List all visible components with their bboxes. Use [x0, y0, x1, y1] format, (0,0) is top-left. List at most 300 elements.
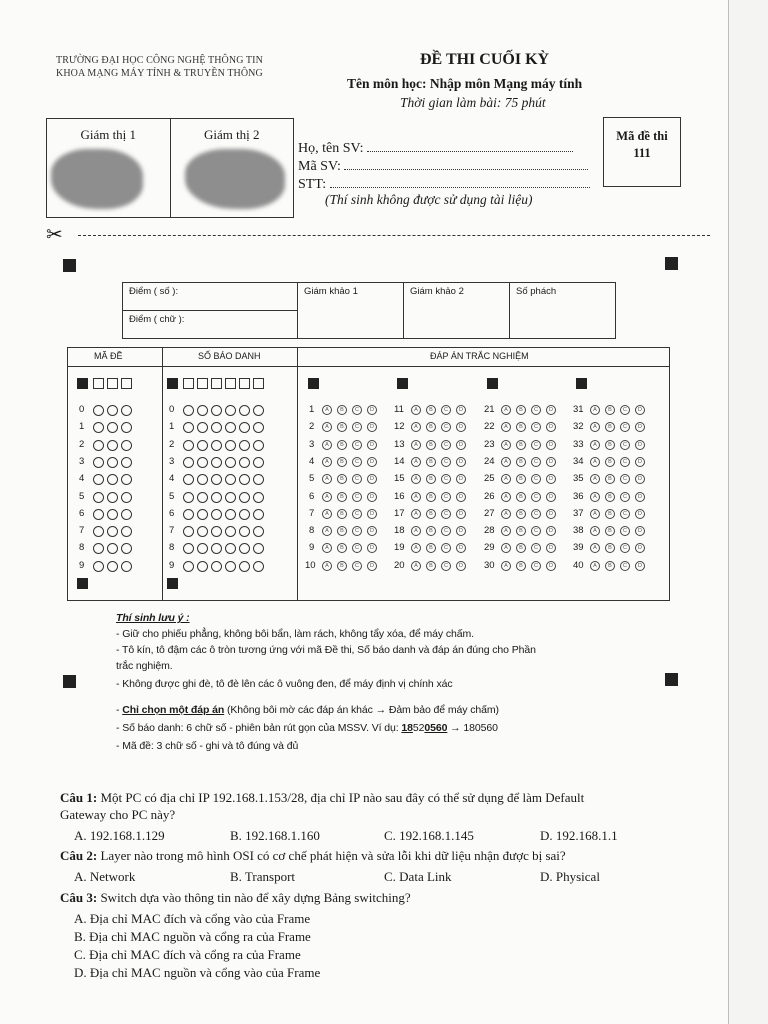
col-header-id: SỐ BÁO DANH — [198, 351, 261, 361]
answer-bubble-q24-D[interactable]: D — [546, 457, 556, 467]
code-bubble-8[interactable] — [93, 543, 104, 554]
answer-bubble-q15-A[interactable]: A — [411, 474, 421, 484]
answer-bubble-q31-B[interactable]: B — [605, 405, 615, 415]
question-1: Câu 1: Một PC có địa chỉ IP 192.168.1.153/28, địa chỉ IP nào sau đây có thể sử dụng để làm Default — [60, 790, 585, 805]
q1-option-d[interactable]: D. 192.168.1.1 — [540, 828, 618, 843]
cut-line — [78, 235, 710, 236]
answer-bubble-q16-D[interactable]: D — [456, 492, 466, 502]
code-bubble-1[interactable] — [107, 422, 118, 433]
id-bubble-0[interactable] — [211, 405, 222, 416]
q2-option-b[interactable]: B. Transport — [230, 869, 296, 884]
code-bubble-9[interactable] — [121, 561, 132, 572]
id-bubble-2[interactable] — [239, 440, 250, 451]
question-number: 28 — [484, 525, 495, 537]
answer-bubble-q40-C[interactable]: C — [620, 561, 630, 571]
answer-bubble-q31-A[interactable]: A — [590, 405, 600, 415]
answer-bubble-q37-C[interactable]: C — [620, 509, 630, 519]
answer-bubble-q40-A[interactable]: A — [590, 561, 600, 571]
answer-bubble-q33-A[interactable]: A — [590, 440, 600, 450]
id-digit-box[interactable] — [183, 378, 194, 389]
id-digit-box[interactable] — [211, 378, 222, 389]
answer-bubble-q22-D[interactable]: D — [546, 422, 556, 432]
answer-bubble-q9-D[interactable]: D — [367, 543, 377, 553]
id-bubble-4[interactable] — [253, 474, 264, 485]
q3-option-a[interactable]: A. Địa chỉ MAC đích và cổng vào của Frame — [74, 911, 311, 926]
code-bubble-0[interactable] — [107, 405, 118, 416]
answer-bubble-q2-C[interactable]: C — [352, 422, 362, 432]
answer-bubble-q39-A[interactable]: A — [590, 543, 600, 553]
answer-bubble-q11-B[interactable]: B — [426, 405, 436, 415]
id-bubble-4[interactable] — [239, 474, 250, 485]
question-number: 23 — [484, 438, 495, 450]
id-bubble-0[interactable] — [225, 405, 236, 416]
code-bubble-4[interactable] — [121, 474, 132, 485]
answer-bubble-q8-A[interactable]: A — [322, 526, 332, 536]
answer-bubble-q19-D[interactable]: D — [456, 543, 466, 553]
id-bubble-9[interactable] — [225, 561, 236, 572]
answer-bubble-q27-D[interactable]: D — [546, 509, 556, 519]
question-number: 15 — [394, 473, 405, 485]
student-id-field[interactable] — [298, 157, 588, 175]
answer-bubble-q28-A[interactable]: A — [501, 526, 511, 536]
id-bubble-4[interactable] — [197, 474, 208, 485]
id-bubble-6[interactable] — [183, 509, 194, 520]
answer-bubble-q18-D[interactable]: D — [456, 526, 466, 536]
answer-bubble-q1-B[interactable]: B — [337, 405, 347, 415]
answer-bubble-q30-B[interactable]: B — [516, 561, 526, 571]
id-bubble-6[interactable] — [239, 509, 250, 520]
id-digit-box[interactable] — [253, 378, 264, 389]
answer-bubble-q23-B[interactable]: B — [516, 440, 526, 450]
answer-bubble-q18-C[interactable]: C — [441, 526, 451, 536]
student-stt-field[interactable] — [298, 175, 590, 193]
question-number: 29 — [484, 542, 495, 554]
answer-bubble-q37-D[interactable]: D — [635, 509, 645, 519]
answer-bubble-q5-B[interactable]: B — [337, 474, 347, 484]
code-bubble-6[interactable] — [107, 509, 118, 520]
answer-bubble-q29-C[interactable]: C — [531, 543, 541, 553]
question-number: 36 — [573, 490, 584, 502]
answer-bubble-q6-D[interactable]: D — [367, 492, 377, 502]
id-bubble-5[interactable] — [211, 492, 222, 503]
id-bubble-5[interactable] — [197, 492, 208, 503]
id-bubble-8[interactable] — [183, 543, 194, 554]
code-bubble-7[interactable] — [93, 526, 104, 537]
answer-bubble-q5-C[interactable]: C — [352, 474, 362, 484]
code-bubble-5[interactable] — [93, 492, 104, 503]
code-bubble-2[interactable] — [107, 440, 118, 451]
q1-option-b[interactable]: B. 192.168.1.160 — [230, 828, 320, 843]
code-bubble-1[interactable] — [93, 422, 104, 433]
answer-bubble-q1-C[interactable]: C — [352, 405, 362, 415]
answer-bubble-q15-B[interactable]: B — [426, 474, 436, 484]
answer-bubble-q33-B[interactable]: B — [605, 440, 615, 450]
id-bubble-2[interactable] — [183, 440, 194, 451]
id-bubble-9[interactable] — [183, 561, 194, 572]
answer-bubble-q19-A[interactable]: A — [411, 543, 421, 553]
answer-bubble-q39-C[interactable]: C — [620, 543, 630, 553]
answer-bubble-q26-A[interactable]: A — [501, 492, 511, 502]
answer-bubble-q7-C[interactable]: C — [352, 509, 362, 519]
answer-bubble-q31-C[interactable]: C — [620, 405, 630, 415]
answer-bubble-q40-D[interactable]: D — [635, 561, 645, 571]
id-bubble-0[interactable] — [239, 405, 250, 416]
code-digit-label: 3 — [79, 455, 85, 467]
student-name-field[interactable] — [298, 139, 573, 157]
answer-bubble-q12-B[interactable]: B — [426, 422, 436, 432]
answer-bubble-q12-D[interactable]: D — [456, 422, 466, 432]
id-bubble-5[interactable] — [239, 492, 250, 503]
answer-bubble-q36-C[interactable]: C — [620, 492, 630, 502]
score-number-cell[interactable]: Điểm ( số ): — [123, 283, 298, 311]
id-bubble-3[interactable] — [239, 457, 250, 468]
answer-bubble-q20-A[interactable]: A — [411, 561, 421, 571]
answer-bubble-q21-A[interactable]: A — [501, 405, 511, 415]
answer-bubble-q26-D[interactable]: D — [546, 492, 556, 502]
answer-bubble-q11-A[interactable]: A — [411, 405, 421, 415]
answer-bubble-q6-A[interactable]: A — [322, 492, 332, 502]
answer-bubble-q19-B[interactable]: B — [426, 543, 436, 553]
answer-bubble-q9-A[interactable]: A — [322, 543, 332, 553]
answer-bubble-q18-B[interactable]: B — [426, 526, 436, 536]
id-bubble-7[interactable] — [253, 526, 264, 537]
code-bubble-3[interactable] — [121, 457, 132, 468]
answer-bubble-q3-D[interactable]: D — [367, 440, 377, 450]
answer-bubble-q2-D[interactable]: D — [367, 422, 377, 432]
answer-bubble-q34-A[interactable]: A — [590, 457, 600, 467]
code-bubble-1[interactable] — [121, 422, 132, 433]
id-bubble-4[interactable] — [183, 474, 194, 485]
id-bubble-7[interactable] — [225, 526, 236, 537]
answer-bubble-q3-A[interactable]: A — [322, 440, 332, 450]
code-bubble-4[interactable] — [107, 474, 118, 485]
question-number: 20 — [394, 559, 405, 571]
question-number: 12 — [394, 421, 405, 433]
student-stt-label: STT: — [298, 177, 327, 192]
answer-bubble-q17-C[interactable]: C — [441, 509, 451, 519]
code-digit-label: 5 — [79, 490, 85, 502]
answer-bubble-q33-C[interactable]: C — [620, 440, 630, 450]
answer-bubble-q18-A[interactable]: A — [411, 526, 421, 536]
id-bubble-1[interactable] — [183, 422, 194, 433]
answer-bubble-q32-D[interactable]: D — [635, 422, 645, 432]
answer-bubble-q36-B[interactable]: B — [605, 492, 615, 502]
id-bubble-3[interactable] — [183, 457, 194, 468]
answer-bubble-q31-D[interactable]: D — [635, 405, 645, 415]
answer-bubble-q13-D[interactable]: D — [456, 440, 466, 450]
answer-bubble-q10-B[interactable]: B — [337, 561, 347, 571]
id-bubble-0[interactable] — [197, 405, 208, 416]
answer-bubble-q35-B[interactable]: B — [605, 474, 615, 484]
id-bubble-3[interactable] — [197, 457, 208, 468]
q3-option-b[interactable]: B. Địa chỉ MAC nguồn và cổng ra của Frame — [74, 929, 311, 944]
id-bubble-6[interactable] — [211, 509, 222, 520]
id-bubble-9[interactable] — [253, 561, 264, 572]
question-number: 14 — [394, 455, 405, 467]
answer-bubble-q22-B[interactable]: B — [516, 422, 526, 432]
answer-bubble-q23-C[interactable]: C — [531, 440, 541, 450]
answer-bubble-q29-D[interactable]: D — [546, 543, 556, 553]
code-bubble-8[interactable] — [107, 543, 118, 554]
id-bubble-3[interactable] — [253, 457, 264, 468]
code-bubble-0[interactable] — [121, 405, 132, 416]
answer-bubble-q30-A[interactable]: A — [501, 561, 511, 571]
answer-bubble-q35-A[interactable]: A — [590, 474, 600, 484]
answer-bubble-q7-A[interactable]: A — [322, 509, 332, 519]
id-bubble-7[interactable] — [239, 526, 250, 537]
answer-bubble-q13-C[interactable]: C — [441, 440, 451, 450]
id-bubble-4[interactable] — [211, 474, 222, 485]
id-digit-label: 6 — [169, 507, 175, 519]
alignment-marker — [63, 259, 76, 272]
id-bubble-6[interactable] — [225, 509, 236, 520]
score-text-cell[interactable]: Điểm ( chữ ): — [123, 311, 298, 339]
answer-bubble-q14-B[interactable]: B — [426, 457, 436, 467]
id-bubble-4[interactable] — [225, 474, 236, 485]
q2-option-d[interactable]: D. Physical — [540, 869, 600, 884]
answer-bubble-q32-A[interactable]: A — [590, 422, 600, 432]
answer-bubble-q20-C[interactable]: C — [441, 561, 451, 571]
answer-bubble-q5-A[interactable]: A — [322, 474, 332, 484]
answer-bubble-q26-C[interactable]: C — [531, 492, 541, 502]
answer-bubble-q5-D[interactable]: D — [367, 474, 377, 484]
answer-bubble-q25-B[interactable]: B — [516, 474, 526, 484]
q2-option-a[interactable]: A. Network — [74, 869, 136, 884]
answer-bubble-q2-A[interactable]: A — [322, 422, 332, 432]
code-bubble-7[interactable] — [107, 526, 118, 537]
answer-bubble-q21-B[interactable]: B — [516, 405, 526, 415]
answer-bubble-q10-A[interactable]: A — [322, 561, 332, 571]
answer-bubble-q21-C[interactable]: C — [531, 405, 541, 415]
answer-bubble-q30-D[interactable]: D — [546, 561, 556, 571]
id-bubble-7[interactable] — [183, 526, 194, 537]
id-bubble-8[interactable] — [239, 543, 250, 554]
question-number: 9 — [309, 542, 315, 554]
answer-bubble-q17-D[interactable]: D — [456, 509, 466, 519]
answer-bubble-q25-D[interactable]: D — [546, 474, 556, 484]
code-digit-box[interactable] — [93, 378, 104, 389]
answer-bubble-q28-B[interactable]: B — [516, 526, 526, 536]
answer-bubble-q10-C[interactable]: C — [352, 561, 362, 571]
answer-bubble-q39-D[interactable]: D — [635, 543, 645, 553]
answer-bubble-q20-B[interactable]: B — [426, 561, 436, 571]
answer-bubble-q23-D[interactable]: D — [546, 440, 556, 450]
answer-bubble-q4-D[interactable]: D — [367, 457, 377, 467]
answer-bubble-q28-C[interactable]: C — [531, 526, 541, 536]
id-bubble-5[interactable] — [183, 492, 194, 503]
answer-bubble-q14-C[interactable]: C — [441, 457, 451, 467]
answer-bubble-q14-A[interactable]: A — [411, 457, 421, 467]
answer-bubble-q14-D[interactable]: D — [456, 457, 466, 467]
answer-bubble-q16-B[interactable]: B — [426, 492, 436, 502]
answer-bubble-q38-A[interactable]: A — [590, 526, 600, 536]
code-bubble-6[interactable] — [121, 509, 132, 520]
answer-bubble-q22-A[interactable]: A — [501, 422, 511, 432]
answer-bubble-q13-A[interactable]: A — [411, 440, 421, 450]
id-bubble-0[interactable] — [253, 405, 264, 416]
answer-bubble-q33-D[interactable]: D — [635, 440, 645, 450]
answer-bubble-q12-C[interactable]: C — [441, 422, 451, 432]
id-bubble-1[interactable] — [197, 422, 208, 433]
code-digit-box[interactable] — [121, 378, 132, 389]
answer-bubble-q25-A[interactable]: A — [501, 474, 511, 484]
id-bubble-9[interactable] — [211, 561, 222, 572]
id-bubble-8[interactable] — [197, 543, 208, 554]
answer-bubble-q9-B[interactable]: B — [337, 543, 347, 553]
code-bubble-8[interactable] — [121, 543, 132, 554]
answer-bubble-q17-B[interactable]: B — [426, 509, 436, 519]
answer-bubble-q38-C[interactable]: C — [620, 526, 630, 536]
answer-bubble-q36-D[interactable]: D — [635, 492, 645, 502]
answer-bubble-q30-C[interactable]: C — [531, 561, 541, 571]
answer-bubble-q2-B[interactable]: B — [337, 422, 347, 432]
q3-option-c[interactable]: C. Địa chỉ MAC đích và cổng ra của Frame — [74, 947, 301, 962]
answer-bubble-q12-A[interactable]: A — [411, 422, 421, 432]
id-bubble-7[interactable] — [211, 526, 222, 537]
code-bubble-9[interactable] — [93, 561, 104, 572]
answer-bubble-q25-C[interactable]: C — [531, 474, 541, 484]
answer-bubble-q15-C[interactable]: C — [441, 474, 451, 484]
answer-bubble-q34-B[interactable]: B — [605, 457, 615, 467]
answer-bubble-q1-D[interactable]: D — [367, 405, 377, 415]
id-digit-box[interactable] — [225, 378, 236, 389]
code-bubble-0[interactable] — [93, 405, 104, 416]
answer-bubble-q8-C[interactable]: C — [352, 526, 362, 536]
answer-bubble-q7-D[interactable]: D — [367, 509, 377, 519]
answer-bubble-q37-A[interactable]: A — [590, 509, 600, 519]
id-bubble-2[interactable] — [197, 440, 208, 451]
answer-bubble-q4-C[interactable]: C — [352, 457, 362, 467]
q1-option-c[interactable]: C. 192.168.1.145 — [384, 828, 474, 843]
code-bubble-6[interactable] — [93, 509, 104, 520]
code-bubble-2[interactable] — [93, 440, 104, 451]
answer-bubble-q21-D[interactable]: D — [546, 405, 556, 415]
answer-bubble-q32-C[interactable]: C — [620, 422, 630, 432]
answer-bubble-q27-C[interactable]: C — [531, 509, 541, 519]
answer-bubble-q28-D[interactable]: D — [546, 526, 556, 536]
answer-bubble-q40-B[interactable]: B — [605, 561, 615, 571]
question-number: 6 — [309, 490, 315, 502]
id-bubble-2[interactable] — [253, 440, 264, 451]
id-digit-box[interactable] — [239, 378, 250, 389]
answer-bubble-q11-C[interactable]: C — [441, 405, 451, 415]
q2-option-c[interactable]: C. Data Link — [384, 869, 452, 884]
id-bubble-2[interactable] — [225, 440, 236, 451]
q1-option-a[interactable]: A. 192.168.1.129 — [74, 828, 165, 843]
answer-bubble-q8-D[interactable]: D — [367, 526, 377, 536]
answer-bubble-q38-D[interactable]: D — [635, 526, 645, 536]
id-bubble-0[interactable] — [183, 405, 194, 416]
id-bubble-9[interactable] — [239, 561, 250, 572]
answer-bubble-q29-B[interactable]: B — [516, 543, 526, 553]
scissors-icon: ✂ — [46, 224, 63, 246]
answer-bubble-q13-B[interactable]: B — [426, 440, 436, 450]
answer-bubble-q39-B[interactable]: B — [605, 543, 615, 553]
instruction-line-choice: - Chỉ chọn một đáp án (Không bôi mờ các đáp án khác → Đảm bảo để máy chấm) — [116, 704, 499, 716]
answer-bubble-q36-A[interactable]: A — [590, 492, 600, 502]
id-digit-box[interactable] — [197, 378, 208, 389]
answer-bubble-q37-B[interactable]: B — [605, 509, 615, 519]
answer-bubble-q34-D[interactable]: D — [635, 457, 645, 467]
code-bubble-9[interactable] — [107, 561, 118, 572]
code-bubble-3[interactable] — [93, 457, 104, 468]
answer-bubble-q6-C[interactable]: C — [352, 492, 362, 502]
answer-bubble-q34-C[interactable]: C — [620, 457, 630, 467]
id-bubble-6[interactable] — [197, 509, 208, 520]
answer-bubble-q8-B[interactable]: B — [337, 526, 347, 536]
id-bubble-8[interactable] — [225, 543, 236, 554]
answer-bubble-q4-A[interactable]: A — [322, 457, 332, 467]
answer-bubble-q11-D[interactable]: D — [456, 405, 466, 415]
answer-bubble-q9-C[interactable]: C — [352, 543, 362, 553]
id-bubble-2[interactable] — [211, 440, 222, 451]
answer-bubble-q4-B[interactable]: B — [337, 457, 347, 467]
answer-bubble-q16-A[interactable]: A — [411, 492, 421, 502]
answer-bubble-q27-B[interactable]: B — [516, 509, 526, 519]
answer-bubble-q24-A[interactable]: A — [501, 457, 511, 467]
answer-bubble-q1-A[interactable]: A — [322, 405, 332, 415]
answer-bubble-q35-D[interactable]: D — [635, 474, 645, 484]
answer-bubble-q3-C[interactable]: C — [352, 440, 362, 450]
answer-bubble-q24-B[interactable]: B — [516, 457, 526, 467]
answer-bubble-q27-A[interactable]: A — [501, 509, 511, 519]
answer-bubble-q17-A[interactable]: A — [411, 509, 421, 519]
alignment-marker — [665, 257, 678, 270]
answer-bubble-q7-B[interactable]: B — [337, 509, 347, 519]
question-number: 22 — [484, 421, 495, 433]
id-bubble-8[interactable] — [253, 543, 264, 554]
answer-bubble-q15-D[interactable]: D — [456, 474, 466, 484]
answer-bubble-q20-D[interactable]: D — [456, 561, 466, 571]
id-bubble-1[interactable] — [239, 422, 250, 433]
id-bubble-1[interactable] — [211, 422, 222, 433]
id-bubble-1[interactable] — [253, 422, 264, 433]
answer-bubble-q22-C[interactable]: C — [531, 422, 541, 432]
answer-bubble-q23-A[interactable]: A — [501, 440, 511, 450]
code-bubble-3[interactable] — [107, 457, 118, 468]
answer-bubble-q16-C[interactable]: C — [441, 492, 451, 502]
id-bubble-6[interactable] — [253, 509, 264, 520]
code-bubble-5[interactable] — [121, 492, 132, 503]
answer-bubble-q29-A[interactable]: A — [501, 543, 511, 553]
answer-bubble-q32-B[interactable]: B — [605, 422, 615, 432]
id-bubble-8[interactable] — [211, 543, 222, 554]
proctor-1-cell — [47, 119, 171, 218]
id-bubble-5[interactable] — [253, 492, 264, 503]
id-bubble-3[interactable] — [211, 457, 222, 468]
code-digit-box[interactable] — [107, 378, 118, 389]
answer-bubble-q35-C[interactable]: C — [620, 474, 630, 484]
id-bubble-9[interactable] — [197, 561, 208, 572]
q3-option-d[interactable]: D. Địa chỉ MAC nguồn và cổng vào của Frame — [74, 965, 321, 980]
code-bubble-7[interactable] — [121, 526, 132, 537]
answer-bubble-q3-B[interactable]: B — [337, 440, 347, 450]
code-bubble-2[interactable] — [121, 440, 132, 451]
code-bubble-4[interactable] — [93, 474, 104, 485]
answer-bubble-q19-C[interactable]: C — [441, 543, 451, 553]
code-bubble-5[interactable] — [107, 492, 118, 503]
id-bubble-7[interactable] — [197, 526, 208, 537]
answer-bubble-q26-B[interactable]: B — [516, 492, 526, 502]
id-bubble-5[interactable] — [225, 492, 236, 503]
answer-bubble-q38-B[interactable]: B — [605, 526, 615, 536]
answer-bubble-q10-D[interactable]: D — [367, 561, 377, 571]
id-bubble-1[interactable] — [225, 422, 236, 433]
answer-bubble-q6-B[interactable]: B — [337, 492, 347, 502]
question-number: 17 — [394, 507, 405, 519]
answer-bubble-q24-C[interactable]: C — [531, 457, 541, 467]
id-bubble-3[interactable] — [225, 457, 236, 468]
